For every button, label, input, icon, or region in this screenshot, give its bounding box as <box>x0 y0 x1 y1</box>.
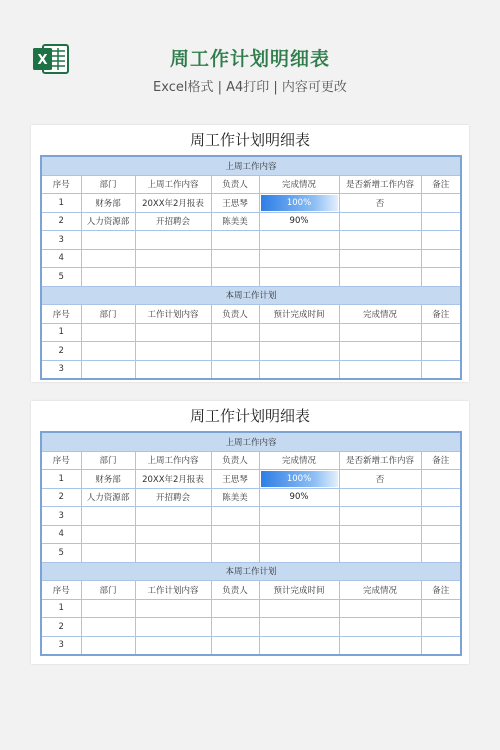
empty-cell <box>81 323 135 342</box>
column-header-row <box>41 175 461 194</box>
note-cell <box>421 525 461 544</box>
empty-cell <box>135 323 211 342</box>
empty-cell <box>211 323 259 342</box>
department-cell: 财务部 <box>81 194 135 213</box>
is-new-cell <box>339 249 421 268</box>
column-header: 部门 <box>81 581 135 600</box>
column-header: 负责人 <box>211 451 259 470</box>
content-cell <box>135 544 211 563</box>
section-label: 本周工作计划 <box>41 286 461 305</box>
progress-cell <box>259 544 339 563</box>
owner-cell <box>211 525 259 544</box>
plan-table <box>40 155 462 380</box>
empty-cell <box>81 342 135 361</box>
row-number: 1 <box>41 323 81 342</box>
column-header: 序号 <box>41 175 81 194</box>
column-header: 完成情况 <box>339 305 421 324</box>
empty-cell <box>135 636 211 655</box>
table-row <box>41 636 461 655</box>
progress-cell <box>259 212 339 231</box>
owner-cell <box>211 231 259 250</box>
column-header: 负责人 <box>211 581 259 600</box>
empty-cell <box>211 618 259 637</box>
column-header: 备注 <box>421 581 461 600</box>
row-number: 1 <box>41 194 81 213</box>
department-cell <box>81 249 135 268</box>
row-number: 4 <box>41 249 81 268</box>
owner-cell <box>211 249 259 268</box>
department-cell: 人力资源部 <box>81 212 135 231</box>
table-row <box>41 507 461 526</box>
column-header: 工作计划内容 <box>135 305 211 324</box>
department-cell <box>81 268 135 287</box>
page-title: 周工作计划明细表 <box>169 48 330 70</box>
column-header-row <box>41 305 461 324</box>
empty-cell <box>81 636 135 655</box>
content-cell: 开招聘会 <box>135 488 211 507</box>
owner-cell: 王思琴 <box>211 470 259 489</box>
section-label: 上周工作内容 <box>41 432 461 451</box>
column-header: 序号 <box>41 581 81 600</box>
section-header-last-week <box>41 156 461 175</box>
sheet-title: 周工作计划明细表 <box>189 131 310 149</box>
note-cell <box>421 268 461 287</box>
header <box>0 0 500 110</box>
note-cell <box>421 507 461 526</box>
content-cell <box>135 231 211 250</box>
table-row <box>41 470 461 489</box>
section-header-this-week <box>41 562 461 581</box>
column-header-row <box>41 581 461 600</box>
page-subtitle: Excel格式 | A4打印 | 内容可更改 <box>153 80 347 95</box>
row-number: 2 <box>41 342 81 361</box>
is-new-cell <box>339 231 421 250</box>
department-cell: 财务部 <box>81 470 135 489</box>
row-number: 2 <box>41 488 81 507</box>
content-cell: 20XX年2月报表 <box>135 194 211 213</box>
note-cell <box>421 544 461 563</box>
table-row <box>41 268 461 287</box>
empty-cell <box>211 599 259 618</box>
column-header: 负责人 <box>211 175 259 194</box>
empty-cell <box>259 360 339 379</box>
content-cell <box>135 525 211 544</box>
empty-cell <box>81 360 135 379</box>
column-header: 完成情况 <box>259 175 339 194</box>
section-header-this-week <box>41 286 461 305</box>
progress-cell <box>259 525 339 544</box>
empty-cell <box>421 342 461 361</box>
empty-cell <box>81 618 135 637</box>
table-row <box>41 342 461 361</box>
is-new-cell <box>339 268 421 287</box>
table-row <box>41 212 461 231</box>
empty-cell <box>211 342 259 361</box>
empty-cell <box>421 360 461 379</box>
content-cell <box>135 507 211 526</box>
empty-cell <box>339 342 421 361</box>
row-number: 1 <box>41 599 81 618</box>
row-number: 1 <box>41 470 81 489</box>
column-header: 部门 <box>81 305 135 324</box>
empty-cell <box>339 618 421 637</box>
owner-cell: 王思琴 <box>211 194 259 213</box>
content-cell <box>135 249 211 268</box>
note-cell <box>421 194 461 213</box>
progress-cell <box>259 507 339 526</box>
column-header: 备注 <box>421 305 461 324</box>
note-cell <box>421 231 461 250</box>
column-header: 预计完成时间 <box>259 581 339 600</box>
department-cell <box>81 507 135 526</box>
empty-cell <box>421 636 461 655</box>
owner-cell <box>211 268 259 287</box>
row-number: 2 <box>41 212 81 231</box>
is-new-cell <box>339 488 421 507</box>
row-number: 5 <box>41 268 81 287</box>
column-header: 预计完成时间 <box>259 305 339 324</box>
empty-cell <box>211 360 259 379</box>
column-header: 上周工作内容 <box>135 175 211 194</box>
empty-cell <box>135 342 211 361</box>
table-row <box>41 599 461 618</box>
row-number: 4 <box>41 525 81 544</box>
note-cell <box>421 470 461 489</box>
progress-cell <box>259 249 339 268</box>
empty-cell <box>259 599 339 618</box>
owner-cell <box>211 544 259 563</box>
row-number: 3 <box>41 360 81 379</box>
table-row <box>41 249 461 268</box>
column-header: 备注 <box>421 175 461 194</box>
content-cell: 开招聘会 <box>135 212 211 231</box>
is-new-cell <box>339 507 421 526</box>
table-row <box>41 525 461 544</box>
note-cell <box>421 249 461 268</box>
column-header: 序号 <box>41 451 81 470</box>
empty-cell <box>211 636 259 655</box>
department-cell <box>81 231 135 250</box>
is-new-cell: 否 <box>339 194 421 213</box>
column-header: 序号 <box>41 305 81 324</box>
column-header: 上周工作内容 <box>135 451 211 470</box>
column-header-row <box>41 451 461 470</box>
owner-cell <box>211 507 259 526</box>
column-header: 是否新增工作内容 <box>339 175 421 194</box>
table-row <box>41 544 461 563</box>
svg-text:X: X <box>37 53 48 68</box>
empty-cell <box>339 636 421 655</box>
empty-cell <box>339 599 421 618</box>
empty-cell <box>339 360 421 379</box>
department-cell: 人力资源部 <box>81 488 135 507</box>
column-header: 部门 <box>81 451 135 470</box>
progress-cell <box>259 470 339 489</box>
empty-cell <box>421 618 461 637</box>
section-label: 上周工作内容 <box>41 156 461 175</box>
is-new-cell: 否 <box>339 470 421 489</box>
column-header: 备注 <box>421 451 461 470</box>
empty-cell <box>259 636 339 655</box>
progress-label: 90% <box>289 216 309 227</box>
content-cell <box>135 268 211 287</box>
sheet-preview-2 <box>31 401 469 664</box>
is-new-cell <box>339 212 421 231</box>
table-row <box>41 360 461 379</box>
column-header: 工作计划内容 <box>135 581 211 600</box>
empty-cell <box>259 323 339 342</box>
note-cell <box>421 488 461 507</box>
sheet-preview-1 <box>31 125 469 382</box>
table-row <box>41 618 461 637</box>
plan-table <box>40 431 462 656</box>
row-number: 3 <box>41 636 81 655</box>
department-cell <box>81 525 135 544</box>
table-row <box>41 194 461 213</box>
progress-cell <box>259 231 339 250</box>
column-header: 是否新增工作内容 <box>339 451 421 470</box>
empty-cell <box>421 323 461 342</box>
progress-cell <box>259 194 339 213</box>
is-new-cell <box>339 525 421 544</box>
column-header: 部门 <box>81 175 135 194</box>
column-header: 完成情况 <box>339 581 421 600</box>
table-row <box>41 231 461 250</box>
empty-cell <box>259 618 339 637</box>
department-cell <box>81 544 135 563</box>
row-number: 3 <box>41 507 81 526</box>
column-header: 负责人 <box>211 305 259 324</box>
empty-cell <box>421 599 461 618</box>
section-header-last-week <box>41 432 461 451</box>
empty-cell <box>135 599 211 618</box>
progress-label: 90% <box>289 492 309 503</box>
content-cell: 20XX年2月报表 <box>135 470 211 489</box>
sheet-title: 周工作计划明细表 <box>189 407 310 425</box>
owner-cell: 陈美美 <box>211 212 259 231</box>
progress-cell <box>259 488 339 507</box>
empty-cell <box>135 618 211 637</box>
row-number: 5 <box>41 544 81 563</box>
empty-cell <box>259 342 339 361</box>
progress-label: 100% <box>286 473 312 484</box>
note-cell <box>421 212 461 231</box>
empty-cell <box>339 323 421 342</box>
table-row <box>41 488 461 507</box>
empty-cell <box>81 599 135 618</box>
table-row <box>41 323 461 342</box>
column-header: 完成情况 <box>259 451 339 470</box>
progress-cell <box>259 268 339 287</box>
empty-cell <box>135 360 211 379</box>
row-number: 3 <box>41 231 81 250</box>
row-number: 2 <box>41 618 81 637</box>
is-new-cell <box>339 544 421 563</box>
section-label: 本周工作计划 <box>41 562 461 581</box>
owner-cell: 陈美美 <box>211 488 259 507</box>
progress-label: 100% <box>286 197 312 208</box>
